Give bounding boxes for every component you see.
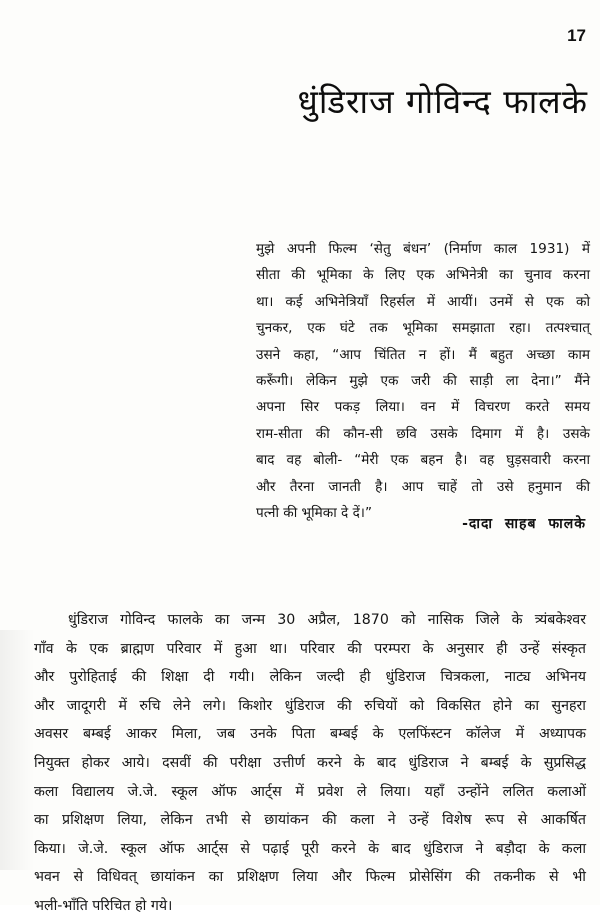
quote-line: बाद वह बोली- “मेरी एक बहन है। वह घुड़सवारी करना: [256, 452, 590, 469]
body-line: गाँव के एक ब्राह्मण परिवार में हुआ था। परिवार की परम्परा के अनुसार ही उन्हें संस्कृत: [34, 640, 586, 657]
body-line: कला विद्यालय जे.जे. स्कूल ऑफ आर्ट्स में प्रवेश ले लिया। यहाँ उन्होंने ललित कलाओं: [34, 783, 586, 800]
epigraph-quote: [256, 236, 590, 526]
quote-line: सीता की भूमिका के लिए एक अभिनेत्री का चुनाव करना: [256, 267, 590, 284]
quote-line: चुनकर, एक घंटे तक भूमिका समझाता रहा। तत्पश्चात्: [256, 320, 590, 337]
quote-line: करूँगी। लेकिन मुझे एक जरी की साड़ी ला देना।” मैंने: [256, 373, 590, 390]
page-number: 17: [567, 26, 586, 45]
body-line: किया। जे.जे. स्कूल ऑफ आर्ट्स से पढ़ाई पूरी करने के बाद धुंडिराज ने बड़ौदा के कला: [34, 840, 586, 857]
body-line: और पुरोहिताई की शिक्षा दी गयी। लेकिन जल्दी ही धुंडिराज चित्रकला, नाट्य अभिनय: [34, 669, 586, 686]
body-line: भवन से विधिवत् छायांकन का प्रशिक्षण लिया और फिल्म प्रोसेसिंग की तकनीक से भी: [34, 869, 586, 886]
quote-line: पत्नी की भूमिका दे दें।”: [256, 505, 373, 522]
scan-margin-shadow: [0, 630, 34, 870]
quote-attribution: -दादा साहब फालके: [462, 516, 586, 532]
quote-line: था। कई अभिनेत्रियाँ रिहर्सल में आयीं। उनमें से एक को: [256, 293, 590, 310]
quote-line: और तैरना जानती है। आप चाहें तो उसे हनुमान की: [256, 478, 590, 495]
body-paragraph: [34, 606, 586, 921]
quote-line: अपना सिर पकड़ लिया। वन में विचरण करते समय: [256, 399, 590, 416]
chapter-title: धुंडिराज गोविन्द फालके: [297, 82, 588, 121]
quote-line: राम-सीता की कौन-सी छवि उसके दिमाग में है। उसके: [256, 425, 590, 442]
body-line: धुंडिराज गोविन्द फालके का जन्म 30 अप्रैल, 1870 को नासिक जिले के त्र्यंबकेश्वर: [68, 612, 586, 628]
body-line: का प्रशिक्षण लिया, लेकिन तभी से छायांकन की कला ने उन्हें विशेष रूप से आकर्षित: [34, 812, 586, 829]
quote-line: उसने कहा, “आप चिंतित न हों। मैं बहुत अच्छा काम: [256, 346, 590, 363]
body-line: भली-भाँति परिचित हो गये।: [34, 897, 173, 914]
body-line: और जादूगरी में रुचि लेने लगे। किशोर धुंडिराज की रुचियों को विकसित होने का सुनहरा: [34, 697, 586, 714]
quote-line: मुझे अपनी फिल्म ‘सेतु बंधन’ (निर्माण काल 1931) में: [256, 241, 590, 257]
body-line: नियुक्त होकर आये। दसवीं की परीक्षा उत्तीर्ण करने के बाद धुंडिराज ने बम्बई के सुप्रसिद्ध: [34, 754, 586, 771]
body-line: अवसर बम्बई आकर मिला, जब उनके पिता बम्बई के एलफिंस्टन कॉलेज में अध्यापक: [34, 726, 586, 743]
